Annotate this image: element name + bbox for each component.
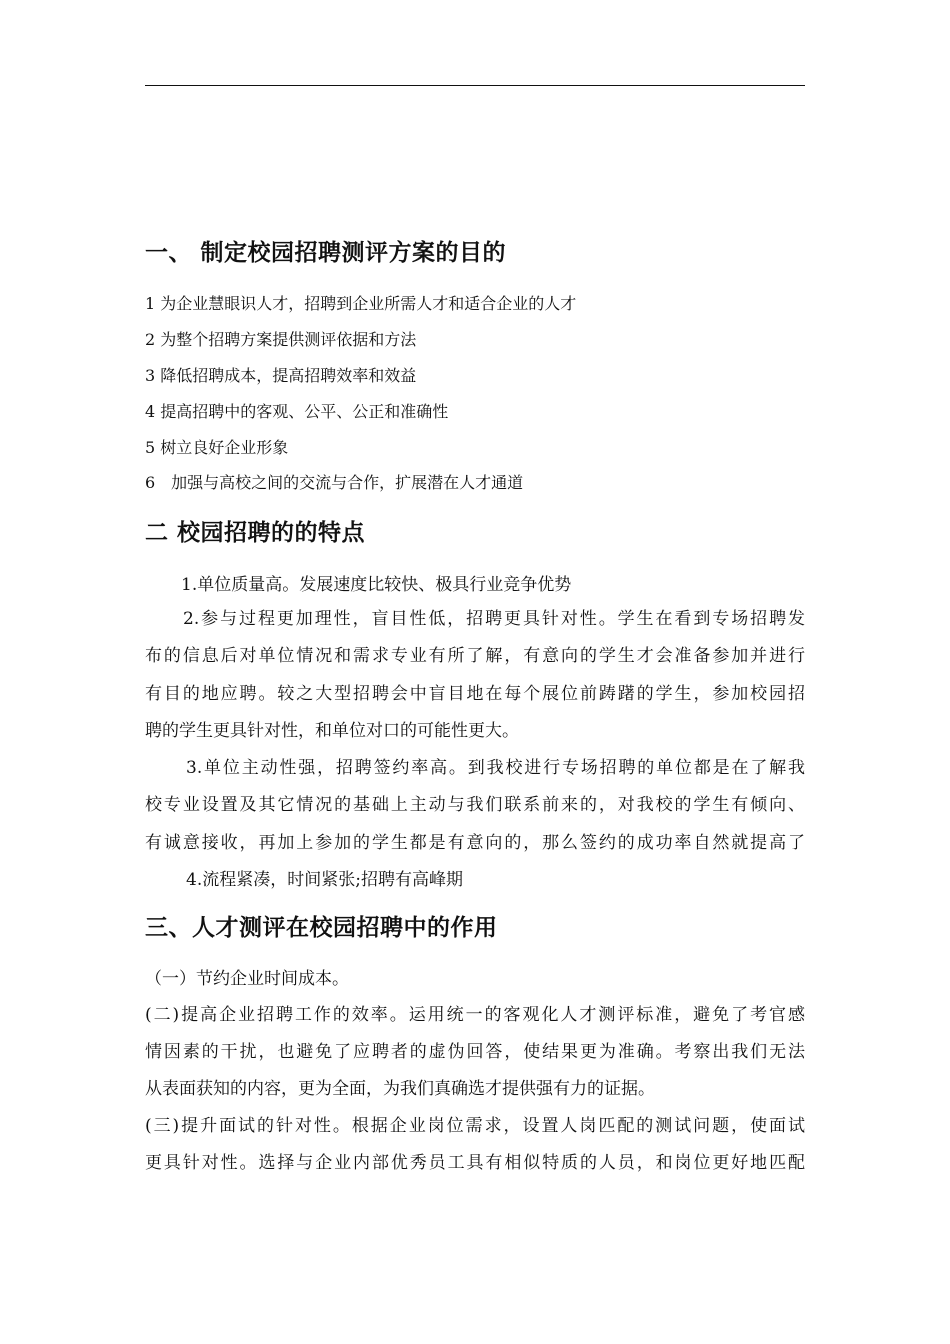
- paragraph-line: (三)提升面试的针对性。根据企业岗位需求，设置人岗匹配的测试问题，使面试: [145, 1116, 805, 1136]
- section-3-heading: 三、人才测评在校园招聘中的作用: [145, 915, 498, 941]
- paragraph-line: 4.流程紧凑，时间紧张;招聘有高峰期: [186, 870, 463, 890]
- list-item: 1 为企业慧眼识人才，招聘到企业所需人才和适合企业的人才: [145, 294, 577, 313]
- paragraph-line: (二)提高企业招聘工作的效率。运用统一的客观化人才测评标准，避免了考官感: [145, 1005, 805, 1025]
- paragraph-line: 有目的地应聘。较之大型招聘会中盲目地在每个展位前踌躇的学生，参加校园招: [145, 684, 805, 704]
- paragraph-line: 情因素的干扰，也避免了应聘者的虚伪回答，使结果更为准确。考察出我们无法: [145, 1042, 805, 1062]
- list-item: 2 为整个招聘方案提供测评依据和方法: [145, 330, 417, 349]
- section-2-heading: 二 校园招聘的的特点: [145, 520, 366, 546]
- list-item: 6 加强与高校之间的交流与合作，扩展潜在人才通道: [145, 473, 524, 492]
- paragraph-line: 有诚意接收，再加上参加的学生都是有意向的，那么签约的成功率自然就提高了: [145, 833, 805, 853]
- paragraph-line: 更具针对性。选择与企业内部优秀员工具有相似特质的人员，和岗位更好地匹配: [145, 1153, 805, 1173]
- header-rule: [145, 85, 805, 86]
- list-item: 4 提高招聘中的客观、公平、公正和准确性: [145, 402, 449, 421]
- section-1-heading: 一、 制定校园招聘测评方案的目的: [145, 240, 507, 266]
- paragraph-line: 聘的学生更具针对性，和单位对口的可能性更大。: [145, 721, 519, 741]
- paragraph-line: 3.单位主动性强，招聘签约率高。到我校进行专场招聘的单位都是在了解我: [186, 758, 805, 778]
- paragraph-line: 布的信息后对单位情况和需求专业有所了解，有意向的学生才会准备参加并进行: [145, 646, 805, 666]
- paragraph-line: （一）节约企业时间成本。: [145, 969, 349, 989]
- paragraph-line: 2.参与过程更加理性，盲目性低，招聘更具针对性。学生在看到专场招聘发: [183, 609, 805, 629]
- list-item: 3 降低招聘成本，提高招聘效率和效益: [145, 366, 417, 385]
- list-item: 5 树立良好企业形象: [145, 438, 289, 457]
- paragraph-line: 从表面获知的内容，更为全面，为我们真确选才提供强有力的证据。: [145, 1079, 655, 1099]
- paragraph-line: 校专业设置及其它情况的基础上主动与我们联系前来的，对我校的学生有倾向、: [145, 795, 805, 815]
- paragraph-line: 1.单位质量高。发展速度比较快、极具行业竞争优势: [181, 575, 572, 595]
